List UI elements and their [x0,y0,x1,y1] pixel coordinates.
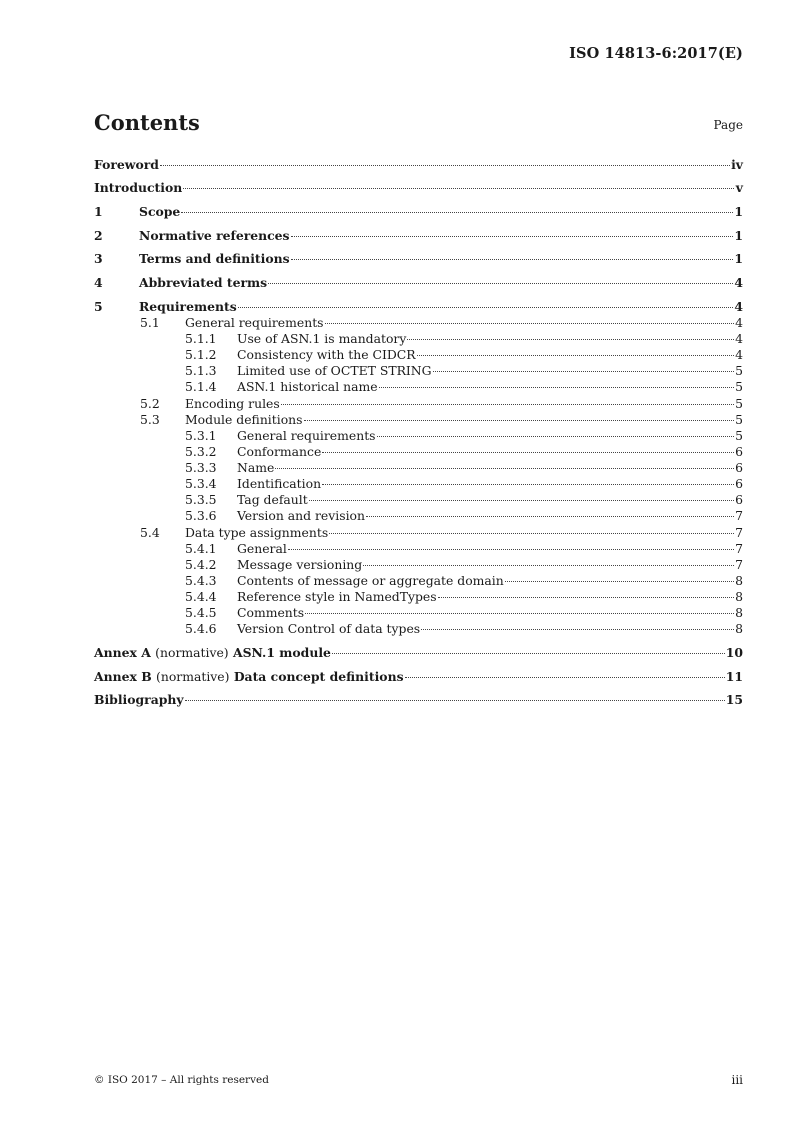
toc-entry-page: 4 [735,347,743,362]
toc-entry-page: 7 [735,508,743,523]
toc-entry-page: 8 [735,573,743,588]
toc-entry-title: Identification [237,476,322,491]
toc-entry-page: 4 [734,275,743,290]
toc-entry-page: 11 [725,669,743,684]
toc-entry[interactable] [94,589,743,605]
toc-entry-page: 1 [734,204,743,219]
dot-leader [238,307,734,308]
toc-entry-number: 4 [94,275,103,290]
dot-leader [433,371,734,372]
toc-entry-number: 5.3.2 [185,444,217,459]
toc-entry-title: Requirements [139,299,237,314]
toc-entry[interactable] [94,460,743,476]
dot-leader [325,323,734,324]
toc-entry-title: Tag default [237,492,308,507]
toc-entry-title: Version and revision [237,508,365,523]
toc-entry[interactable] [94,645,743,661]
toc-entry-page: 6 [735,444,743,459]
toc-entry-number: 1 [94,204,103,219]
toc-entry-page: 6 [735,492,743,507]
toc-entry-page: 5 [735,379,743,394]
toc-entry-title: General requirements [185,315,324,330]
toc-entry-title: Abbreviated terms [139,275,268,290]
dot-leader [268,283,733,284]
dot-leader [304,420,734,421]
dot-leader [438,597,734,598]
dot-leader [505,581,734,582]
toc-entry[interactable] [94,605,743,621]
toc-entry-page: 15 [725,692,743,707]
toc-entry-page: 7 [735,541,743,556]
dot-leader [291,236,734,237]
toc-entry-title: ASN.1 historical name [237,379,378,394]
toc-entry-title: Encoding rules [185,396,280,411]
toc-entry[interactable] [94,331,743,347]
dot-leader [291,259,734,260]
toc-entry-title: Message versioning [237,557,363,572]
toc-entry-title: Contents of message or aggregate domain [237,573,504,588]
dot-leader [322,484,734,485]
toc-entry-page: 6 [735,460,743,475]
toc-entry[interactable] [94,541,743,557]
toc-entry-number: 5.4 [140,525,160,540]
toc-entry[interactable] [94,492,743,508]
toc-entry-number: 3 [94,251,103,266]
toc-entry[interactable] [94,228,743,244]
toc-entry-title: Normative references [139,228,290,243]
toc-entry-number: 5.1.1 [185,331,217,346]
dot-leader [421,629,734,630]
toc-entry-title: Terms and definitions [139,251,290,266]
toc-entry-page: 4 [735,331,743,346]
page-title: Contents [94,110,200,135]
dot-leader [377,436,734,437]
toc-entry-title: Name [237,460,275,475]
dot-leader [329,533,734,534]
toc-entry-number: 2 [94,228,103,243]
toc-entry-number: 5 [94,299,103,314]
dot-leader [185,700,725,701]
toc-entry-title: Conformance [237,444,322,459]
toc-entry[interactable] [94,476,743,492]
toc-entry-number: 5.3.6 [185,508,217,523]
dot-leader [309,500,734,501]
toc-entry-number: 5.3.4 [185,476,217,491]
toc-entry-page: 8 [735,605,743,620]
toc-entry[interactable] [94,315,743,331]
toc-entry-page: 5 [735,396,743,411]
page-number: iii [731,1073,743,1087]
toc-entry-number: 5.3.1 [185,428,217,443]
toc-entry-title: Use of ASN.1 is mandatory [237,331,407,346]
toc-entry-number: 5.4.6 [185,621,217,636]
toc-entry-title: Reference style in NamedTypes [237,589,437,604]
toc-entry-title: Bibliography [94,692,184,707]
toc-entry-title: General requirements [237,428,376,443]
toc-entry-number: 5.4.2 [185,557,217,572]
toc-entry-page: 10 [725,645,743,660]
toc-entry[interactable] [94,251,743,267]
toc-entry-title: Module definitions [185,412,303,427]
dot-leader [379,387,734,388]
toc-entry-number: 5.1 [140,315,160,330]
annex-qualifier: (normative) [155,645,229,660]
toc-entry-page: v [735,180,743,195]
dot-leader [181,212,733,213]
toc-entry-title: General [237,541,287,556]
toc-entry[interactable] [94,204,743,220]
dot-leader [363,565,734,566]
toc-entry-number: 5.2 [140,396,160,411]
dot-leader [417,355,734,356]
toc-entry-title: Version Control of data types [237,621,421,636]
dot-leader [160,165,730,166]
toc-entry[interactable] [94,347,743,363]
dot-leader [275,468,734,469]
toc-entry-page: 7 [735,557,743,572]
toc-entry-title: Data type assignments [185,525,329,540]
dot-leader [281,404,734,405]
toc-entry-page: 1 [734,251,743,266]
dot-leader [332,653,725,654]
dot-leader [305,613,734,614]
toc-entry-title [94,645,331,661]
document-id: ISO 14813-6:2017(E) [569,45,743,62]
annex-label: Annex A [94,645,151,660]
dot-leader [407,339,734,340]
toc-entry[interactable] [94,557,743,573]
toc-entry-number: 5.4.3 [185,573,217,588]
toc-entry-number: 5.4.4 [185,589,217,604]
toc-entry[interactable] [94,412,743,428]
toc-entry[interactable] [94,180,743,196]
toc-entry-page: iv [731,157,743,172]
toc-entry[interactable] [94,275,743,291]
page-column-label: Page [713,118,743,132]
dot-leader [288,549,734,550]
toc-entry-number: 5.3.5 [185,492,217,507]
toc-entry-number: 5.4.1 [185,541,217,556]
toc-entry-page: 4 [735,315,743,330]
toc-entry[interactable] [94,299,743,315]
toc-entry-number: 5.1.3 [185,363,217,378]
toc-entry-title: Scope [139,204,181,219]
annex-title: ASN.1 module [232,645,331,660]
toc-entry[interactable] [94,363,743,379]
toc-entry-title [94,669,404,685]
annex-label: Annex B [94,669,152,684]
dot-leader [322,452,734,453]
toc-entry-page: 4 [734,299,743,314]
toc-entry[interactable] [94,525,743,541]
toc-entry-number: 5.4.5 [185,605,217,620]
toc-entry-page: 8 [735,621,743,636]
toc-entry[interactable] [94,508,743,524]
toc-entry[interactable] [94,379,743,395]
toc-entry[interactable] [94,157,743,173]
dot-leader [183,188,734,189]
toc-entry-page: 6 [735,476,743,491]
toc-entry-number: 5.1.4 [185,379,217,394]
toc-entry[interactable] [94,428,743,444]
toc-entry-page: 5 [735,412,743,427]
toc-entry-number: 5.1.2 [185,347,217,362]
toc-entry[interactable] [94,396,743,412]
toc-entry-number: 5.3.3 [185,460,217,475]
toc-entry-title: Introduction [94,180,183,195]
toc-entry-title: Comments [237,605,305,620]
toc-entry-title: Limited use of OCTET STRING [237,363,432,378]
toc-entry-page: 1 [734,228,743,243]
toc-entry[interactable] [94,621,743,637]
dot-leader [366,516,734,517]
copyright-notice: © ISO 2017 – All rights reserved [94,1074,269,1086]
dot-leader [405,677,725,678]
toc-entry[interactable] [94,573,743,589]
toc-entry[interactable] [94,669,743,685]
toc-entry-page: 5 [735,363,743,378]
toc-entry-title: Foreword [94,157,159,172]
toc-entry-title: Consistency with the CIDCR [237,347,416,362]
toc-entry-page: 5 [735,428,743,443]
toc-entry-number: 5.3 [140,412,160,427]
toc-entry-page: 8 [735,589,743,604]
annex-qualifier: (normative) [156,669,230,684]
annex-title: Data concept definitions [233,669,404,684]
toc-entry[interactable] [94,692,743,708]
toc-entry-page: 7 [735,525,743,540]
toc-entry[interactable] [94,444,743,460]
